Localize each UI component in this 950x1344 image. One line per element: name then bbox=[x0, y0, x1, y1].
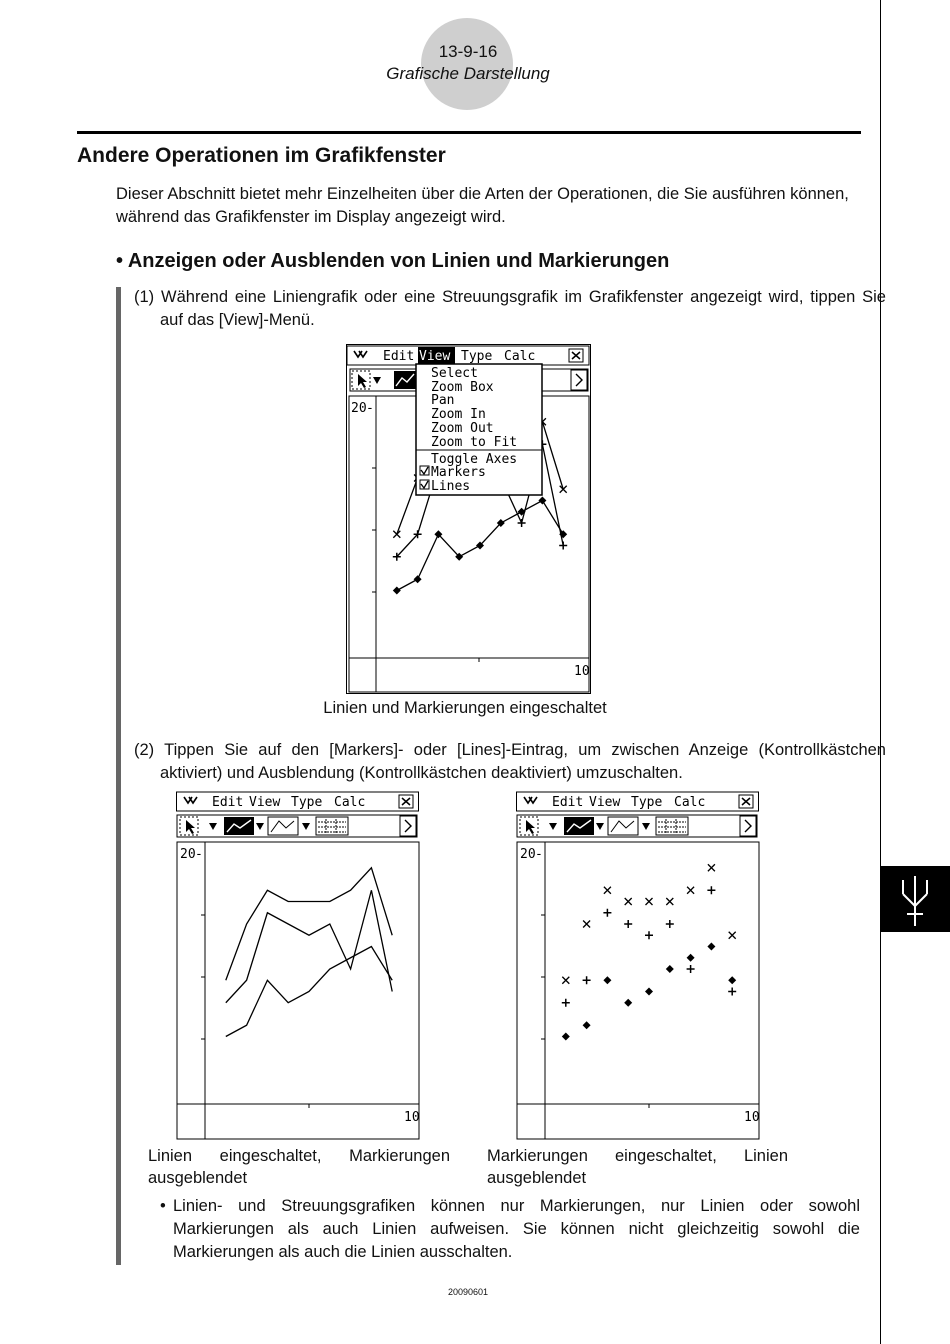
caption-lines-markers: Linien und Markierungen eingeschaltet bbox=[323, 699, 607, 717]
note-text: Linien- und Streuungsgrafiken können nur Markierungen, nur Linien oder sowohl Markierungen als auch Linien aufweisen. Sie können nicht gleichzeitig sowohl die Markierungen als auch die Linien ausschalten. bbox=[173, 1197, 860, 1261]
y-axis-max-label: 20 bbox=[180, 847, 196, 862]
menu-type[interactable]: Type bbox=[631, 795, 663, 810]
svg-text:-: - bbox=[366, 401, 374, 416]
screen-markers-only bbox=[516, 791, 761, 1141]
menu-calc[interactable]: Calc bbox=[674, 795, 706, 810]
subheading: • Anzeigen oder Ausblenden von Linien und Markierungen bbox=[116, 250, 670, 272]
intro-paragraph: Dieser Abschnitt bietet mehr Einzelheiten über die Arten der Operationen, die Sie ausführen können, während das Grafikfenster im Display angezeigt wird. bbox=[116, 185, 849, 226]
chapter-tab bbox=[881, 866, 950, 932]
menu-item-lines[interactable]: Lines bbox=[431, 479, 471, 494]
menubar bbox=[347, 346, 589, 365]
x-axis-max-label: 10 bbox=[574, 664, 590, 679]
section-title: Grafische Darstellung bbox=[386, 64, 550, 83]
screen-lines-only bbox=[176, 791, 421, 1141]
caption-markers-only: Markierungen eingeschaltet, Linien ausgeblendet bbox=[487, 1147, 788, 1187]
procedure-bar bbox=[116, 287, 121, 1265]
step-number: (1) bbox=[134, 288, 155, 306]
regression-tool-icon[interactable] bbox=[268, 817, 298, 835]
menu-item-pan[interactable]: Pan bbox=[431, 393, 455, 408]
menu-item-zoom-box[interactable]: Zoom Box bbox=[431, 380, 494, 395]
y-axis-max-label: 20 bbox=[351, 401, 367, 416]
menu-view[interactable]: View bbox=[249, 795, 281, 810]
x-axis-max-label: 10 bbox=[404, 1110, 420, 1125]
graph-area bbox=[177, 842, 420, 1139]
line-graph-tool-icon[interactable] bbox=[224, 817, 254, 835]
regression-tool-icon[interactable] bbox=[608, 817, 638, 835]
svg-text:-: - bbox=[535, 847, 543, 862]
line-graph-tool-icon[interactable] bbox=[564, 817, 594, 835]
caption-lines-only: Linien eingeschaltet, Markierungen ausgeblendet bbox=[148, 1147, 450, 1187]
page-title: Andere Operationen im Grafikfenster bbox=[77, 144, 446, 167]
menu-item-markers[interactable]: Markers bbox=[431, 465, 486, 480]
menu-type[interactable]: Type bbox=[291, 795, 323, 810]
scroll-right-icon[interactable] bbox=[740, 816, 756, 836]
menu-view[interactable]: View bbox=[589, 795, 621, 810]
graph-area bbox=[517, 842, 760, 1139]
menu-item-zoom-in[interactable]: Zoom In bbox=[431, 407, 486, 422]
x-axis-max-label: 10 bbox=[744, 1110, 760, 1125]
menu-item-zoom-out[interactable]: Zoom Out bbox=[431, 421, 494, 436]
toolbar bbox=[177, 815, 417, 837]
title-rule bbox=[77, 131, 861, 134]
menu-view[interactable]: View bbox=[419, 349, 451, 364]
menu-item-toggle-axes[interactable]: Toggle Axes bbox=[431, 452, 518, 467]
screen-lines-markers bbox=[346, 344, 591, 694]
graph-tab-icon bbox=[881, 866, 950, 932]
y-axis-max-label: 20 bbox=[520, 847, 536, 862]
page-number: 13-9-16 bbox=[438, 42, 498, 61]
svg-text:-: - bbox=[195, 847, 203, 862]
menu-edit[interactable]: Edit bbox=[212, 795, 244, 810]
menu-edit[interactable]: Edit bbox=[383, 349, 415, 364]
menu-calc[interactable]: Calc bbox=[334, 795, 366, 810]
step-2: (2) Tippen Sie auf den [Markers]- oder [Lines]-Eintrag, um zwischen Anzeige (Kontrollkästchen aktiviert) und Ausblendung (Kontrollkästchen deaktiviert) umzuschalten. bbox=[134, 741, 886, 782]
toolbar bbox=[517, 815, 757, 837]
step-1: (1) Während eine Liniengrafik oder eine Streuungsgrafik im Grafikfenster angezeigt wird, tippen Sie auf das [View]-Menü. bbox=[134, 288, 886, 329]
note-bullet: • bbox=[160, 1197, 166, 1215]
menu-edit[interactable]: Edit bbox=[552, 795, 584, 810]
menu-item-select[interactable]: Select bbox=[431, 366, 478, 381]
step-number: (2) bbox=[134, 741, 155, 759]
menu-calc[interactable]: Calc bbox=[504, 349, 536, 364]
menubar bbox=[517, 792, 759, 811]
footer-code: 20090601 bbox=[447, 1287, 489, 1297]
menu-item-zoom-to-fit[interactable]: Zoom to Fit bbox=[431, 435, 518, 450]
margin-rule bbox=[880, 0, 881, 1344]
menu-type[interactable]: Type bbox=[461, 349, 493, 364]
menubar bbox=[177, 792, 419, 811]
scroll-right-icon[interactable] bbox=[400, 816, 416, 836]
scroll-right-icon[interactable] bbox=[571, 370, 587, 390]
view-menu bbox=[416, 364, 542, 495]
